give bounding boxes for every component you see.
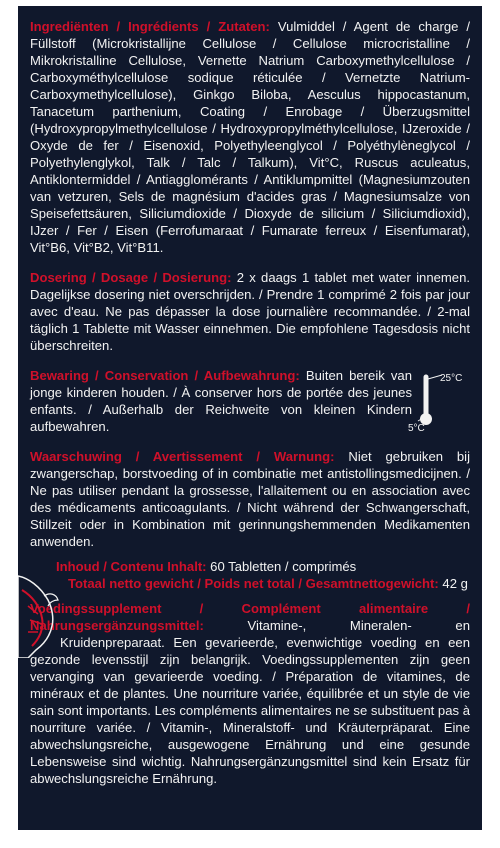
net-weight-line (68, 575, 470, 592)
temp-min-label: 5°C (408, 423, 425, 433)
ingredients-section (30, 18, 470, 256)
content-heading: Inhoud / Contenu Inhalt: (56, 559, 207, 574)
product-label-panel (18, 6, 482, 830)
ingredients-text: Vulmiddel / Agent de charge / Füllstoff (Microkristallijne Cellulose / Cellulose microcristalline / Mikrokristalline Cellulose, Vernette Natrium Carboxymethylcellulose / Carboxyméthylcellulose sodique réticulée / Vernetzte Natrium-Carboxymethylcellulose), Ginkgo Biloba, Aesculus hippocastanum, Tanacetum parthenium, Coating / Enrobage / Überzugsmittel (Hydroxypropylmethylcellulose / Hydroxypropylméthylcellulose, IJzeroxide / Oxyde de fer / Eisenoxid, Polyethyleenglycol / Polyéthylèneglycol / Polyethylenglykol, Talk / Talc / Talkum), Vit°C, Ruscus aculeatus, Antiklontermiddel / Antiagglomérants / Antiklumpmittel (Magnesiumzouten van vetzuren, Sels de magnésium d'acides gras / Magnesiumsalze von Speisefettsäuren, Siliciumdioxide / Dioxyde de silicium / Siliciumdioxid), IJzer / Fer / Eisen (Ferrofumaraat / Fumarate ferreux / Eisenfumarat), Vit°B6, Vit°B2, Vit°B11. (30, 19, 471, 255)
dosage-heading: Dosering / Dosage / Dosierung: (30, 270, 232, 285)
storage-section (30, 367, 470, 435)
net-weight-text: 42 g (438, 576, 468, 591)
storage-text: Buiten bereik van jonge kinderen houden. / À conserver hors de portée des jeunes enfants. / Außerhalb der Reichweite von kleinen Kindern aufbewahren. (30, 368, 412, 434)
ingredients-heading: Ingrediënten / Ingrédients / Zutaten: (30, 19, 270, 34)
supplement-heading-line1: Voedingssupplement / Complément alimentaire / (30, 601, 470, 616)
warning-heading: Waarschuwing / Avertissement / Warnung: (30, 449, 335, 464)
content-line (56, 558, 470, 575)
supplement-heading-line2: Nahrungsergänzungsmittel: (30, 618, 204, 633)
warning-section (30, 448, 470, 550)
storage-heading: Bewaring / Conservation / Aufbewahrung: (30, 368, 300, 383)
supplement-section (30, 600, 470, 787)
content-text: 60 Tabletten / comprimés (206, 559, 357, 574)
temp-max-label: 25°C (440, 373, 463, 384)
supplement-text-line2: Vitamine-, Mineralen- en (203, 618, 470, 633)
supplement-text: Kruidenpreparaat. Een gevarieerde, evenwichtige voeding en een gezonde levensstijl zijn belangrijk. Voedingssupplementen zijn geen vervanging van gevarieerde voeding. / Préparation de vitamines, de minéraux et de plantes. Une nourriture variée, équilibrée et un style de vie sain sont importants. Les compléments alimentaires ne se substituent pas à nourriture variée. / Vitamin-, Mineralstoff- und Kräuterpräparat. Eine abwechslungsreiche, ausgewogene Ernährung und eine gesunde Lebensweise sind wichtig. Nahrungsergänzungsmittel sind kein Ersatz für abwechslungsreiche Ernährung. (30, 635, 470, 786)
thermometer-icon (408, 371, 464, 433)
dosage-section (30, 269, 470, 354)
dosage-text: 2 x daags 1 tablet met water innemen. Dagelijkse dosering niet overschrijden. / Prendre 1 comprimé 2 fois par jour avec d'eau. Ne pas dépasser la dose journalière recommandée. / 2-mal täglich 1 Tablette mit Wasser einnehmen. Die empfohlene Tagesdosis nicht überschreiten. (30, 270, 471, 353)
warning-text: Niet gebruiken bij zwangerschap, borstvoeding of in combinatie met antistollingsmedicijnen. / Ne pas utiliser pendant la grossesse, l'allaitement ou en association avec des médicaments anticoagulants. / Nicht während der Schwangerschaft, Stillzeit oder in Kombination mit gerinnungshemmenden Medikamenten anwenden. (30, 449, 470, 549)
hand-illustration (18, 566, 62, 658)
net-weight-heading: Totaal netto gewicht / Poids net total / Gesamtnettogewicht: (68, 576, 439, 591)
